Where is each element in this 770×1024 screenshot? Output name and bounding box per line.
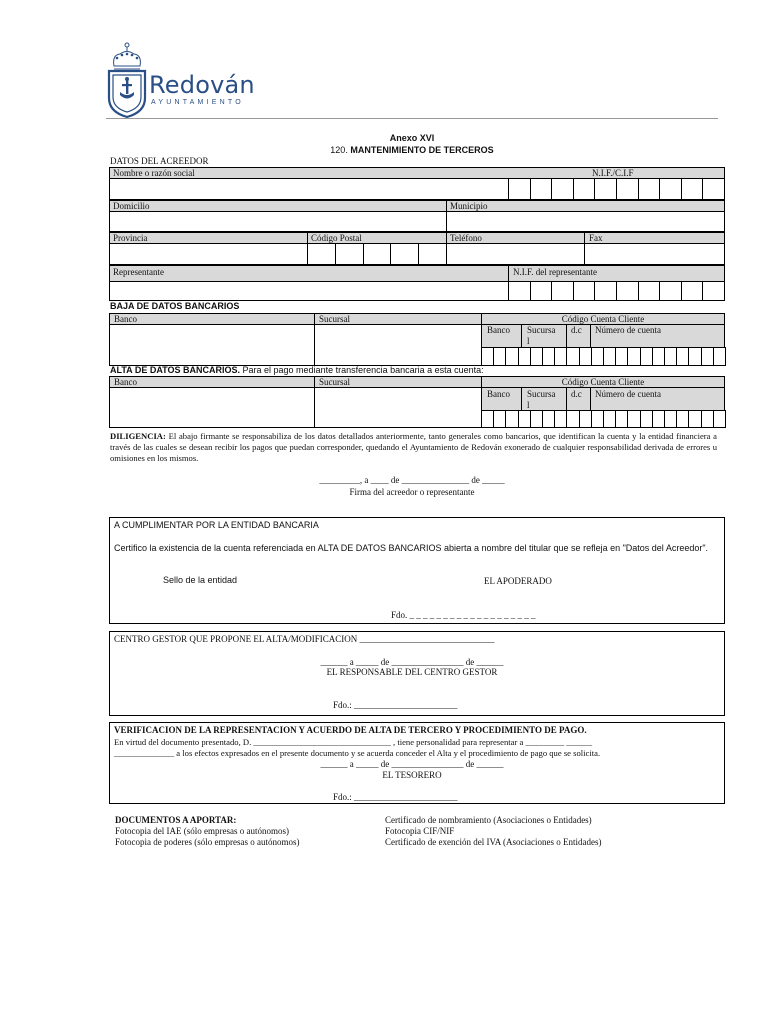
form-title: [106, 145, 718, 155]
alta-ccc-digit-box[interactable]: [591, 410, 604, 428]
nif-rep-digit-box[interactable]: [681, 281, 704, 301]
baja-banco-label: Banco: [114, 314, 137, 324]
nif-digit-box[interactable]: [551, 178, 574, 200]
nif-rep-digit-box[interactable]: [530, 281, 553, 301]
baja-ccc-digit-box[interactable]: [652, 347, 665, 366]
gestor-fdo: Fdo.: _______________________: [333, 700, 458, 710]
logo-name: Redován: [149, 71, 255, 99]
alta-ccc-digit-box[interactable]: [627, 410, 640, 428]
cp-digit-box[interactable]: [418, 243, 447, 265]
alta-sub-div-2: [566, 387, 567, 411]
entidad-sello: Sello de la entidad: [163, 575, 238, 585]
baja-ccc-digit-box[interactable]: [713, 347, 726, 366]
diligencia-firma: Firma del acreedor o representante: [349, 487, 475, 497]
baja-banco-field[interactable]: [109, 324, 315, 366]
baja-ccc-digit-box[interactable]: [591, 347, 604, 366]
acreedor-section-title: DATOS DEL ACREEDOR: [110, 156, 209, 166]
baja-ccc-digit-box[interactable]: [688, 347, 701, 366]
baja-c-sucursal-2: l: [527, 336, 530, 346]
nif-digit-box[interactable]: [508, 178, 531, 200]
verificacion-date-line: ______ a _____ de ________________ de ______: [320, 759, 504, 769]
domicilio-label: Domicilio: [113, 201, 150, 211]
baja-ccc-digit-box[interactable]: [579, 347, 592, 366]
logo-subtitle: AYUNTAMIENTO: [151, 99, 244, 106]
alta-sub-div-3: [590, 387, 591, 411]
nif-digit-box[interactable]: [638, 178, 661, 200]
alta-ccc-digit-box[interactable]: [652, 410, 665, 428]
alta-banco-field[interactable]: [109, 387, 315, 428]
alta-ccc-digit-box[interactable]: [554, 410, 567, 428]
fax-label: Fax: [589, 233, 603, 243]
documentos-right-3: Certificado de exención del IVA (Asociaciones o Entidades): [385, 837, 602, 847]
baja-ccc-digit-box[interactable]: [701, 347, 714, 366]
nif-rep-digit-box[interactable]: [638, 281, 661, 301]
nif-rep-digit-box[interactable]: [551, 281, 574, 301]
gestor-title: CENTRO GESTOR QUE PROPONE EL ALTA/MODIFICACION ______________________________: [114, 634, 495, 644]
baja-ccc-digit-box[interactable]: [530, 347, 543, 366]
alta-ccc-digit-box[interactable]: [566, 410, 579, 428]
entidad-title: A CUMPLIMENTAR POR LA ENTIDAD BANCARIA: [114, 520, 319, 530]
alta-ccc-label: Código Cuenta Cliente: [561, 377, 645, 387]
baja-ccc-digit-box[interactable]: [518, 347, 531, 366]
baja-c-numero: Número de cuenta: [595, 325, 661, 335]
alta-ccc-digit-box[interactable]: [579, 410, 592, 428]
diligencia-text: El abajo firmante se responsabiliza de los datos detallados anteriormente, tanto generales como bancarios, que identifican la cuenta y la entidad financiera a través de las cuales se desean recibir los pagos que puedan corresponder, quedando el Ayuntamiento de Redován exonerado de cualquier responsabilidad derivada de errores u omisiones en los mismos.: [110, 431, 717, 464]
header-rule: [106, 118, 718, 119]
alta-ccc-digit-box[interactable]: [640, 410, 653, 428]
alta-ccc-digit-box[interactable]: [518, 410, 531, 428]
nif-representante-label: N.I.F. del representante: [513, 267, 597, 277]
alta-c-banco: Banco: [487, 389, 510, 399]
baja-ccc-digit-box[interactable]: [627, 347, 640, 366]
annex-label: Anexo XVI: [389, 133, 435, 143]
form-number: 120.: [330, 145, 348, 155]
alta-banco-label: Banco: [114, 377, 137, 387]
diligencia-label: DILIGENCIA:: [110, 431, 166, 441]
telefono-label: Teléfono: [450, 233, 482, 243]
alta-title: [110, 365, 484, 375]
nif-digit-box[interactable]: [530, 178, 553, 200]
nif-label: N.I.F./C.I.F: [592, 168, 634, 178]
baja-ccc-digit-box[interactable]: [566, 347, 579, 366]
entidad-apoderado: EL APODERADO: [484, 576, 552, 586]
cp-label: Código Postal: [311, 233, 362, 243]
alta-c-sucursal: Sucursa: [527, 389, 556, 399]
cp-digit-box[interactable]: [307, 243, 336, 265]
alta-ccc-digit-box[interactable]: [713, 410, 726, 428]
alta-ccc-digit-box[interactable]: [615, 410, 628, 428]
diligencia-date-line: _________, a ____ de _______________ de _____: [319, 475, 505, 485]
nombre-field[interactable]: [109, 178, 509, 200]
baja-sucursal-field[interactable]: [314, 324, 482, 366]
nif-rep-digit-box[interactable]: [508, 281, 531, 301]
baja-c-dc: d.c: [571, 325, 582, 335]
documentos-title: DOCUMENTOS A APORTAR:: [115, 815, 237, 825]
alta-title-bold: ALTA DE DATOS BANCARIOS.: [110, 365, 240, 375]
baja-sub-div-1: [521, 324, 522, 348]
representante-field[interactable]: [109, 281, 509, 301]
nif-rep-digit-box[interactable]: [702, 281, 725, 301]
alta-c-dc: d.c: [571, 389, 582, 399]
documentos-right-2: Fotocopia CIF/NIF: [385, 826, 455, 836]
nombre-label: Nombre o razón social: [113, 168, 195, 178]
entidad-fdo: Fdo. _ _ _ _ _ _ _ _ _ _ _ _ _ _ _ _ _ _ _: [391, 610, 536, 620]
telefono-field[interactable]: [446, 243, 585, 265]
alta-sucursal-field[interactable]: [314, 387, 482, 428]
nif-digit-box[interactable]: [659, 178, 682, 200]
alta-ccc-digit-box[interactable]: [530, 410, 543, 428]
nif-rep-digit-box[interactable]: [573, 281, 596, 301]
nif-rep-digit-box[interactable]: [594, 281, 617, 301]
alta-ccc-digit-box[interactable]: [701, 410, 714, 428]
alta-title-rest: Para el pago mediante transferencia bancaria a esta cuenta:: [242, 365, 484, 375]
nif-rep-digit-box[interactable]: [616, 281, 639, 301]
municipio-label: Municipio: [450, 201, 488, 211]
representante-header-row: [109, 265, 725, 282]
entidad-bancaria-box: [109, 517, 725, 624]
gestor-responsable: EL RESPONSABLE DEL CENTRO GESTOR: [326, 667, 498, 677]
alta-c-sucursal-2: l: [527, 400, 530, 410]
baja-ccc-digit-box[interactable]: [493, 347, 506, 366]
representante-divider: [508, 265, 509, 282]
provincia-field[interactable]: [109, 243, 308, 265]
baja-ccc-label: Código Cuenta Cliente: [561, 314, 645, 324]
baja-ccc-digit-box[interactable]: [676, 347, 689, 366]
documentos-left-2: Fotocopia de poderes (sólo empresas o autónomos): [115, 837, 300, 847]
baja-ccc-digit-box[interactable]: [505, 347, 518, 366]
baja-title: BAJA DE DATOS BANCARIOS: [110, 301, 240, 311]
alta-ccc-digit-box[interactable]: [688, 410, 701, 428]
cp-digit-box[interactable]: [335, 243, 364, 265]
verificacion-line-1: En virtud del documento presentado, D. ________________________________ , tiene personalidad para representar a _________ ______: [114, 737, 593, 747]
alta-ccc-digit-box[interactable]: [505, 410, 518, 428]
nif-digit-box[interactable]: [681, 178, 704, 200]
form-title-text: MANTENIMIENTO DE TERCEROS: [350, 145, 494, 155]
baja-sub-div-2: [566, 324, 567, 348]
nif-digit-box[interactable]: [594, 178, 617, 200]
documentos-right-1: Certificado de nombramiento (Asociaciones o Entidades): [385, 815, 592, 825]
nif-digit-box[interactable]: [616, 178, 639, 200]
verificacion-tesorero: EL TESORERO: [382, 770, 442, 780]
diligencia-paragraph: [110, 431, 717, 465]
verificacion-line-2: ______________ a los efectos expresados en el presente documento y se acuerda conceder el Alta y el procedimiento de pago que se solicita.: [114, 748, 601, 758]
cp-digit-box[interactable]: [390, 243, 419, 265]
gestor-date-line: ______ a _____ de ________________ de ______: [320, 657, 504, 667]
domicilio-field[interactable]: [109, 211, 447, 232]
provincia-label: Provincia: [113, 233, 148, 243]
alta-sub-div-1: [521, 387, 522, 411]
documentos-left-1: Fotocopia del IAE (sólo empresas o autónomos): [115, 826, 289, 836]
baja-ccc-digit-box[interactable]: [554, 347, 567, 366]
municipio-field[interactable]: [446, 211, 725, 232]
nif-digit-box[interactable]: [702, 178, 725, 200]
alta-ccc-digit-box[interactable]: [676, 410, 689, 428]
nif-rep-digit-box[interactable]: [659, 281, 682, 301]
representante-label: Representante: [113, 267, 164, 277]
baja-c-banco: Banco: [487, 325, 510, 335]
baja-sub-div-3: [590, 324, 591, 348]
entidad-text: Certifico la existencia de la cuenta referenciada en ALTA DE DATOS BANCARIOS abierta a nombre del titular que se refleja en "Datos del Acreedor".: [114, 543, 709, 553]
baja-c-sucursal: Sucursa: [527, 325, 556, 335]
verificacion-title: VERIFICACION DE LA REPRESENTACION Y ACUERDO DE ALTA DE TERCERO Y PROCEDIMIENTO DE PAGO.: [114, 725, 587, 735]
cp-digit-box[interactable]: [363, 243, 392, 265]
alta-sucursal-label: Sucursal: [319, 377, 350, 387]
baja-ccc-digit-box[interactable]: [615, 347, 628, 366]
verificacion-fdo: Fdo.: _______________________: [333, 792, 458, 802]
nif-digit-box[interactable]: [573, 178, 596, 200]
alta-ccc-digit-box[interactable]: [493, 410, 506, 428]
alta-c-numero: Número de cuenta: [595, 389, 661, 399]
fax-field[interactable]: [584, 243, 725, 265]
baja-ccc-digit-box[interactable]: [640, 347, 653, 366]
baja-sucursal-label: Sucursal: [319, 314, 350, 324]
